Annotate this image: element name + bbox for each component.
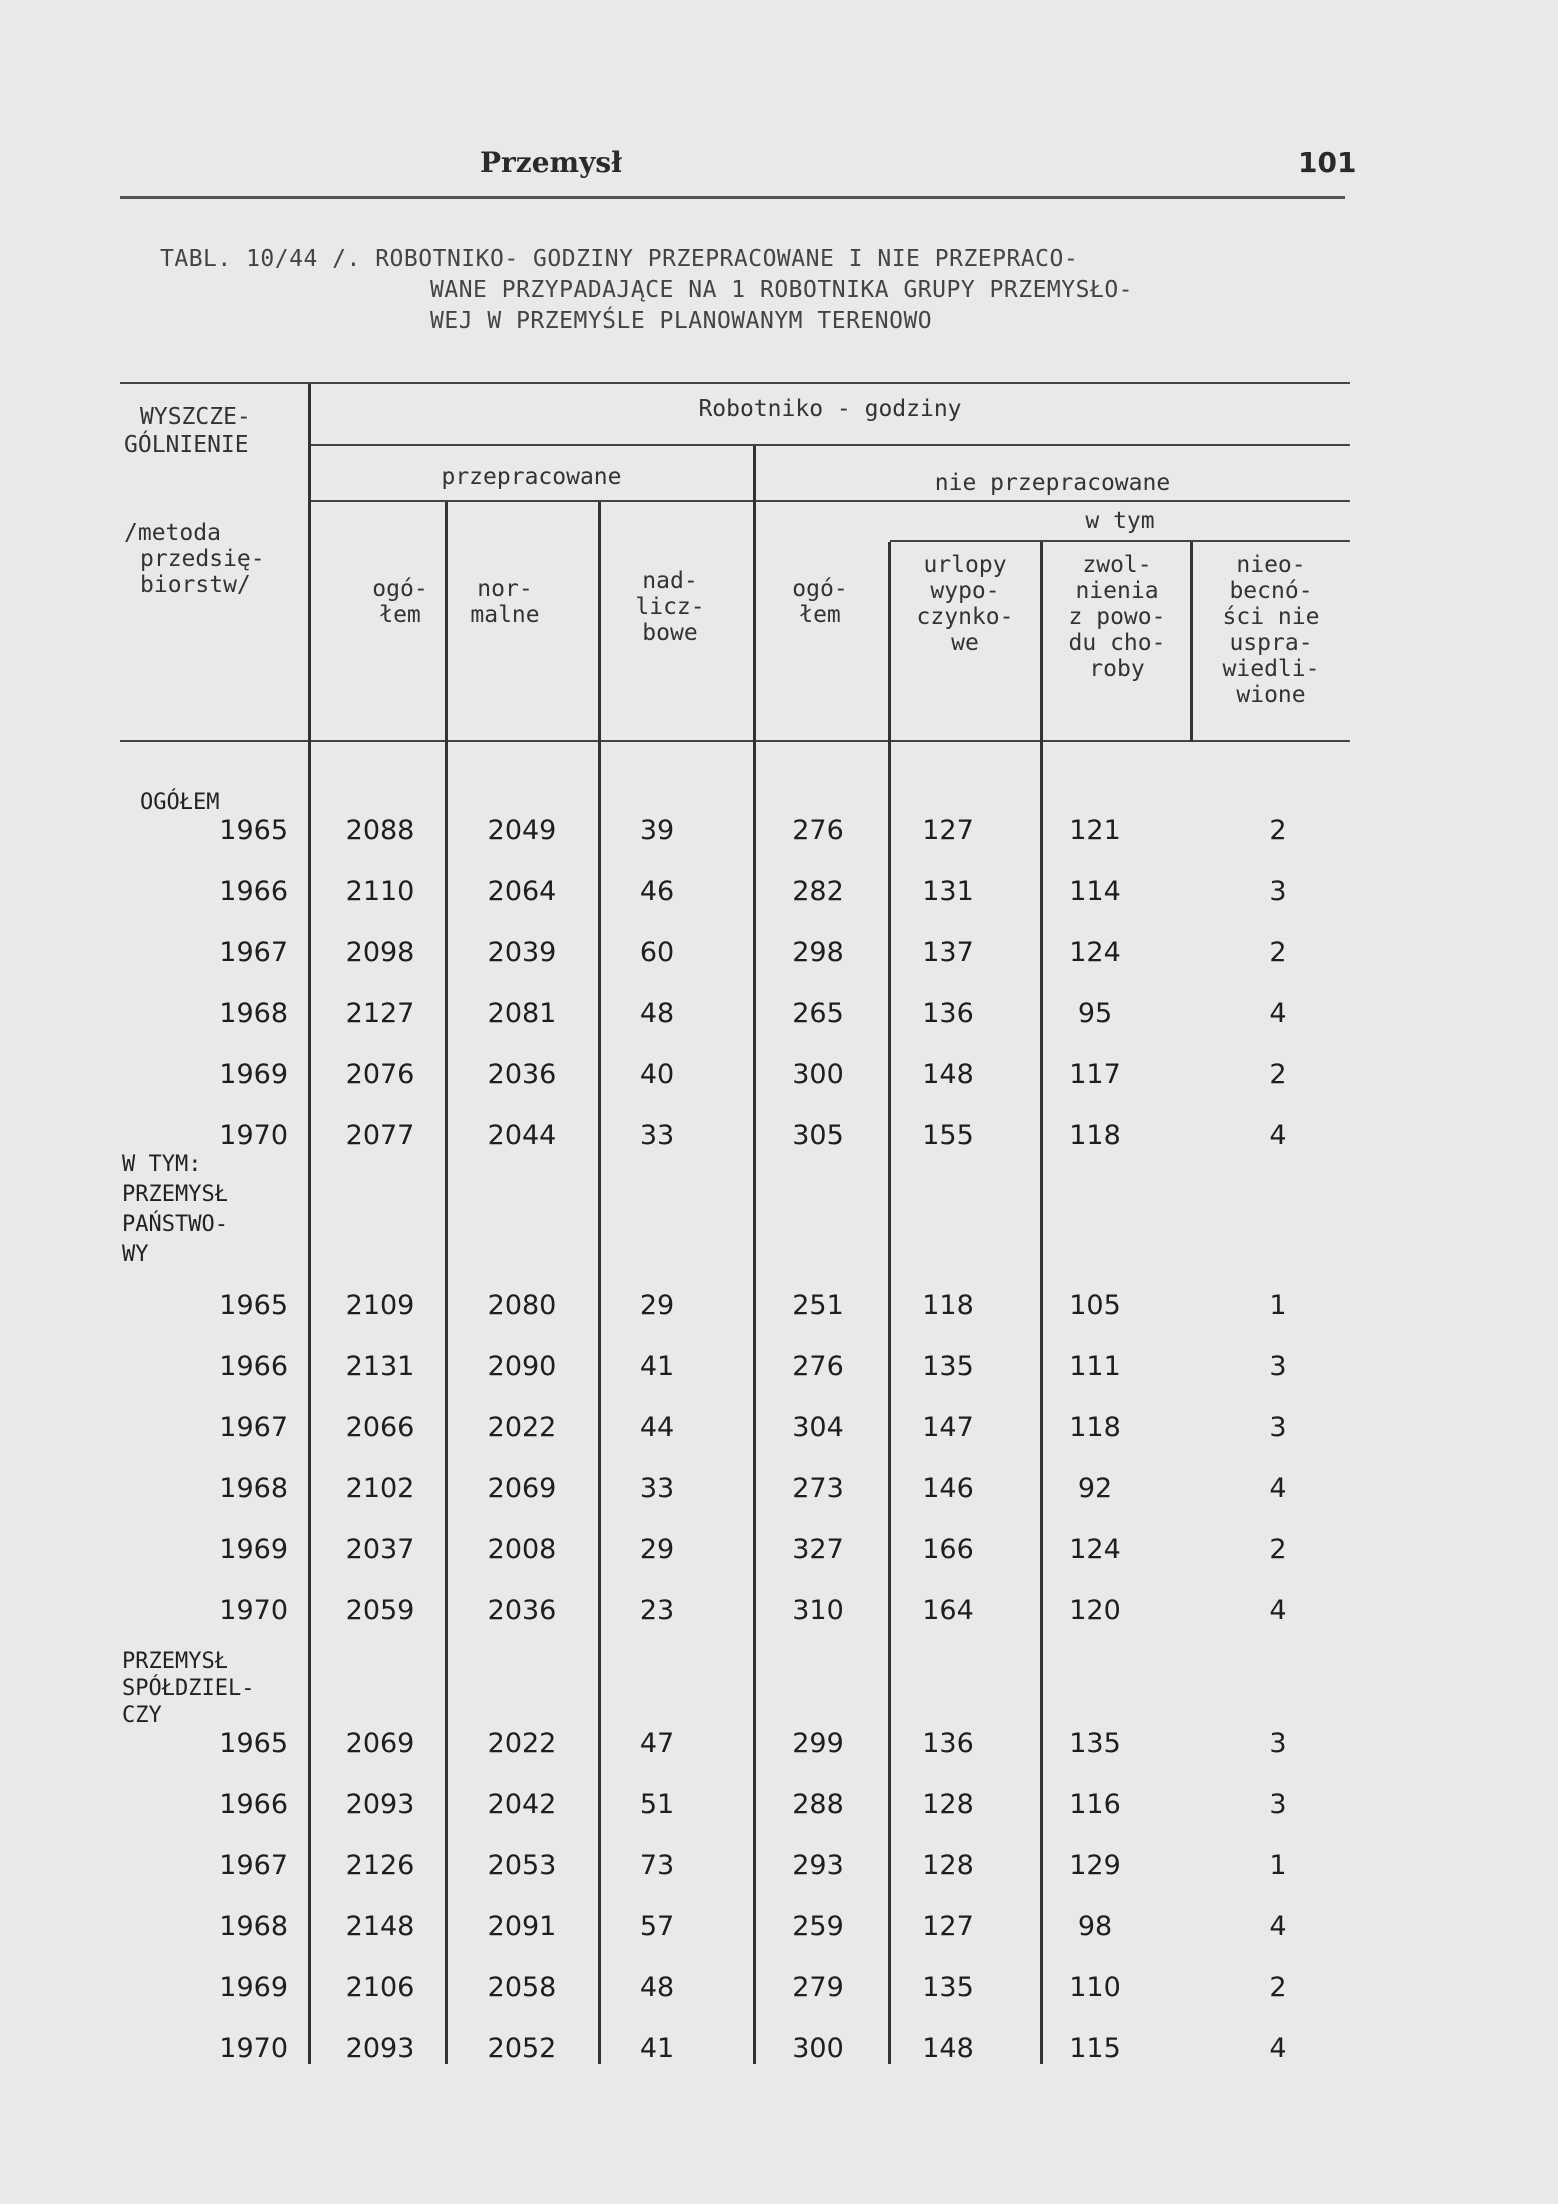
table-cell: 310 <box>792 1595 844 1626</box>
super-header-rule <box>310 444 1350 446</box>
table-cell: 33 <box>639 1473 675 1504</box>
table-cell: 127 <box>922 1911 974 1942</box>
table-cell: 2039 <box>487 937 557 968</box>
table-cell: 164 <box>922 1595 974 1626</box>
col-divider-1 <box>445 502 448 2064</box>
table-cell: 166 <box>922 1534 974 1565</box>
table-cell: 3 <box>1269 1412 1287 1443</box>
row-year: 1968 <box>219 1473 288 1504</box>
caption-line-1: TABL. 10/44 /. ROBOTNIKO- GODZINY PRZEPRACOWANE I NIE PRZEPRACO- <box>160 246 1079 272</box>
column-header-sick-leave: zwol- nienia z powo- du cho- roby <box>1068 552 1166 682</box>
table-cell: 2036 <box>487 1059 557 1090</box>
table-cell: 3 <box>1269 876 1287 907</box>
table-cell: 2053 <box>487 1850 557 1881</box>
table-cell: 73 <box>639 1850 675 1881</box>
table-cell: 41 <box>639 1351 675 1382</box>
table-cell: 2093 <box>345 1789 415 1820</box>
running-title: Przemysł <box>480 146 622 179</box>
table-cell: 135 <box>1069 1728 1121 1759</box>
table-cell: 298 <box>792 937 844 968</box>
stub-header-line-4: przedsię- <box>140 546 265 572</box>
table-cell: 273 <box>792 1473 844 1504</box>
table-cell: 3 <box>1269 1728 1287 1759</box>
table-cell: 146 <box>922 1473 974 1504</box>
table-cell: 136 <box>922 998 974 1029</box>
table-cell: 2093 <box>345 2033 415 2064</box>
column-header-unexcused: nieo- becnó- ści nie uspra- wiedli- wione <box>1222 552 1320 708</box>
table-cell: 110 <box>1069 1972 1121 2003</box>
table-cell: 4 <box>1269 1120 1287 1151</box>
table-cell: 304 <box>792 1412 844 1443</box>
table-cell: 265 <box>792 998 844 1029</box>
row-year: 1970 <box>219 2033 288 2064</box>
table-cell: 51 <box>639 1789 675 1820</box>
table-cell: 2102 <box>345 1473 415 1504</box>
column-header-leave: urlopy wypo- czynko- we <box>916 552 1014 656</box>
table-cell: 48 <box>639 1972 675 2003</box>
row-year: 1965 <box>219 1290 288 1321</box>
table-cell: 3 <box>1269 1789 1287 1820</box>
column-header-total-not-worked: ogó- łem <box>792 576 848 628</box>
table-cell: 251 <box>792 1290 844 1321</box>
table-cell: 148 <box>922 2033 974 2064</box>
table-cell: 2 <box>1269 815 1287 846</box>
table-cell: 288 <box>792 1789 844 1820</box>
table-cell: 1 <box>1269 1850 1287 1881</box>
table-cell: 279 <box>792 1972 844 2003</box>
table-cell: 293 <box>792 1850 844 1881</box>
table-cell: 47 <box>639 1728 675 1759</box>
table-cell: 118 <box>1069 1412 1121 1443</box>
table-cell: 3 <box>1269 1351 1287 1382</box>
stub-header-line-3: /metoda <box>124 520 221 546</box>
table-cell: 2131 <box>345 1351 415 1382</box>
table-cell: 33 <box>639 1120 675 1151</box>
row-year: 1970 <box>219 1595 288 1626</box>
table-cell: 60 <box>639 937 675 968</box>
table-cell: 2058 <box>487 1972 557 2003</box>
table-cell: 2081 <box>487 998 557 1029</box>
header-bottom-rule <box>120 740 1350 742</box>
table-cell: 2022 <box>487 1728 557 1759</box>
table-cell: 135 <box>922 1972 974 2003</box>
table-cell: 2037 <box>345 1534 415 1565</box>
table-cell: 29 <box>639 1290 675 1321</box>
section-label-state-industry: W TYM: PRZEMYSŁ PAŃSTWO- WY <box>122 1152 228 1267</box>
row-year: 1967 <box>219 1850 288 1881</box>
table-cell: 29 <box>639 1534 675 1565</box>
table-cell: 114 <box>1069 876 1121 907</box>
table-cell: 117 <box>1069 1059 1121 1090</box>
table-cell: 300 <box>792 2033 844 2064</box>
table-caption <box>160 244 1350 337</box>
header-rule <box>120 196 1345 199</box>
table-cell: 299 <box>792 1728 844 1759</box>
table-cell: 124 <box>1069 1534 1121 1565</box>
table-cell: 136 <box>922 1728 974 1759</box>
table-cell: 57 <box>639 1911 675 1942</box>
table-cell: 2049 <box>487 815 557 846</box>
table-cell: 2106 <box>345 1972 415 2003</box>
table-cell: 121 <box>1069 815 1121 846</box>
table-cell: 4 <box>1269 998 1287 1029</box>
table-cell: 23 <box>639 1595 675 1626</box>
table-cell: 2127 <box>345 998 415 1029</box>
table-cell: 124 <box>1069 937 1121 968</box>
table-cell: 2042 <box>487 1789 557 1820</box>
table-cell: 282 <box>792 876 844 907</box>
row-year: 1966 <box>219 1351 288 1382</box>
table-cell: 305 <box>792 1120 844 1151</box>
table-cell: 148 <box>922 1059 974 1090</box>
section-label-cooperative-industry: PRZEMYSŁ SPÓŁDZIEL- CZY <box>122 1649 255 1728</box>
column-header-normal: nor- malne <box>470 576 540 628</box>
table-cell: 2052 <box>487 2033 557 2064</box>
table-cell: 4 <box>1269 1595 1287 1626</box>
table-cell: 4 <box>1269 2033 1287 2064</box>
page-number: 101 <box>1298 146 1357 179</box>
stub-header-line-2: GÓLNIENIE <box>124 432 249 458</box>
table-cell: 127 <box>922 815 974 846</box>
row-year: 1968 <box>219 1911 288 1942</box>
col-divider-3 <box>753 446 756 2064</box>
table-cell: 2090 <box>487 1351 557 1382</box>
table-cell: 111 <box>1069 1351 1121 1382</box>
section-label-total: OGÓŁEM <box>140 790 220 815</box>
table-cell: 2109 <box>345 1290 415 1321</box>
column-header-total-worked: ogó- łem <box>372 576 428 628</box>
of-which-rule <box>890 540 1350 542</box>
stub-header-line-5: biorstw/ <box>140 572 251 598</box>
table-cell: 46 <box>639 876 675 907</box>
table-cell: 2 <box>1269 937 1287 968</box>
table-cell: 92 <box>1077 1473 1113 1504</box>
table-cell: 98 <box>1077 1911 1113 1942</box>
row-year: 1966 <box>219 876 288 907</box>
table-cell: 1 <box>1269 1290 1287 1321</box>
stub-divider <box>308 384 311 2064</box>
row-year: 1967 <box>219 937 288 968</box>
table-cell: 2059 <box>345 1595 415 1626</box>
row-year: 1969 <box>219 1059 288 1090</box>
table-cell: 2091 <box>487 1911 557 1942</box>
table-cell: 2088 <box>345 815 415 846</box>
table-cell: 155 <box>922 1120 974 1151</box>
stub-header-line-1: WYSZCZE- <box>140 404 251 430</box>
column-header-overtime: nad- licz- bowe <box>635 568 705 646</box>
table-cell: 2069 <box>345 1728 415 1759</box>
row-year: 1969 <box>219 1972 288 2003</box>
table-cell: 2036 <box>487 1595 557 1626</box>
row-year: 1966 <box>219 1789 288 1820</box>
table-cell: 2069 <box>487 1473 557 1504</box>
table-cell: 327 <box>792 1534 844 1565</box>
table-cell: 2044 <box>487 1120 557 1151</box>
row-year: 1967 <box>219 1412 288 1443</box>
table-cell: 39 <box>639 815 675 846</box>
group-header-worked: przepracowane <box>441 464 622 490</box>
table-cell: 2008 <box>487 1534 557 1565</box>
table-cell: 2110 <box>345 876 415 907</box>
table-cell: 276 <box>792 1351 844 1382</box>
table-cell: 129 <box>1069 1850 1121 1881</box>
table-cell: 118 <box>1069 1120 1121 1151</box>
table-cell: 2 <box>1269 1534 1287 1565</box>
col-divider-2 <box>598 502 601 2064</box>
row-year: 1965 <box>219 1728 288 1759</box>
table-cell: 276 <box>792 815 844 846</box>
table-cell: 40 <box>639 1059 675 1090</box>
table-cell: 41 <box>639 2033 675 2064</box>
table-top-rule <box>120 382 1350 384</box>
table-cell: 4 <box>1269 1473 1287 1504</box>
table-cell: 116 <box>1069 1789 1121 1820</box>
table-cell: 2064 <box>487 876 557 907</box>
table-cell: 2066 <box>345 1412 415 1443</box>
table-cell: 44 <box>639 1412 675 1443</box>
table-cell: 2080 <box>487 1290 557 1321</box>
table-cell: 4 <box>1269 1911 1287 1942</box>
table-cell: 2148 <box>345 1911 415 1942</box>
table-cell: 300 <box>792 1059 844 1090</box>
group-header-rule <box>310 500 1350 502</box>
table-cell: 2077 <box>345 1120 415 1151</box>
group-header-of-which: w tym <box>1085 508 1155 534</box>
table-cell: 259 <box>792 1911 844 1942</box>
table-cell: 2 <box>1269 1059 1287 1090</box>
table-cell: 128 <box>922 1850 974 1881</box>
table-cell: 128 <box>922 1789 974 1820</box>
table-cell: 48 <box>639 998 675 1029</box>
row-year: 1965 <box>219 815 288 846</box>
table-cell: 2076 <box>345 1059 415 1090</box>
row-year: 1968 <box>219 998 288 1029</box>
row-year: 1970 <box>219 1120 288 1151</box>
row-year: 1969 <box>219 1534 288 1565</box>
table-cell: 137 <box>922 937 974 968</box>
group-header-not-worked: nie przepracowane <box>934 470 1171 496</box>
table-cell: 105 <box>1069 1290 1121 1321</box>
caption-line-2: WANE PRZYPADAJĄCE NA 1 ROBOTNIKA GRUPY PRZEMYSŁO- <box>430 277 1134 303</box>
table-cell: 118 <box>922 1290 974 1321</box>
table-cell: 2022 <box>487 1412 557 1443</box>
table-cell: 131 <box>922 876 974 907</box>
table-cell: 95 <box>1077 998 1113 1029</box>
table-cell: 120 <box>1069 1595 1121 1626</box>
table-cell: 2098 <box>345 937 415 968</box>
table-cell: 147 <box>922 1412 974 1443</box>
caption-line-3: WEJ W PRZEMYŚLE PLANOWANYM TERENOWO <box>430 308 933 334</box>
super-header: Robotniko - godziny <box>698 396 962 422</box>
table-cell: 135 <box>922 1351 974 1382</box>
table-cell: 115 <box>1069 2033 1121 2064</box>
table-cell: 2126 <box>345 1850 415 1881</box>
table-cell: 2 <box>1269 1972 1287 2003</box>
